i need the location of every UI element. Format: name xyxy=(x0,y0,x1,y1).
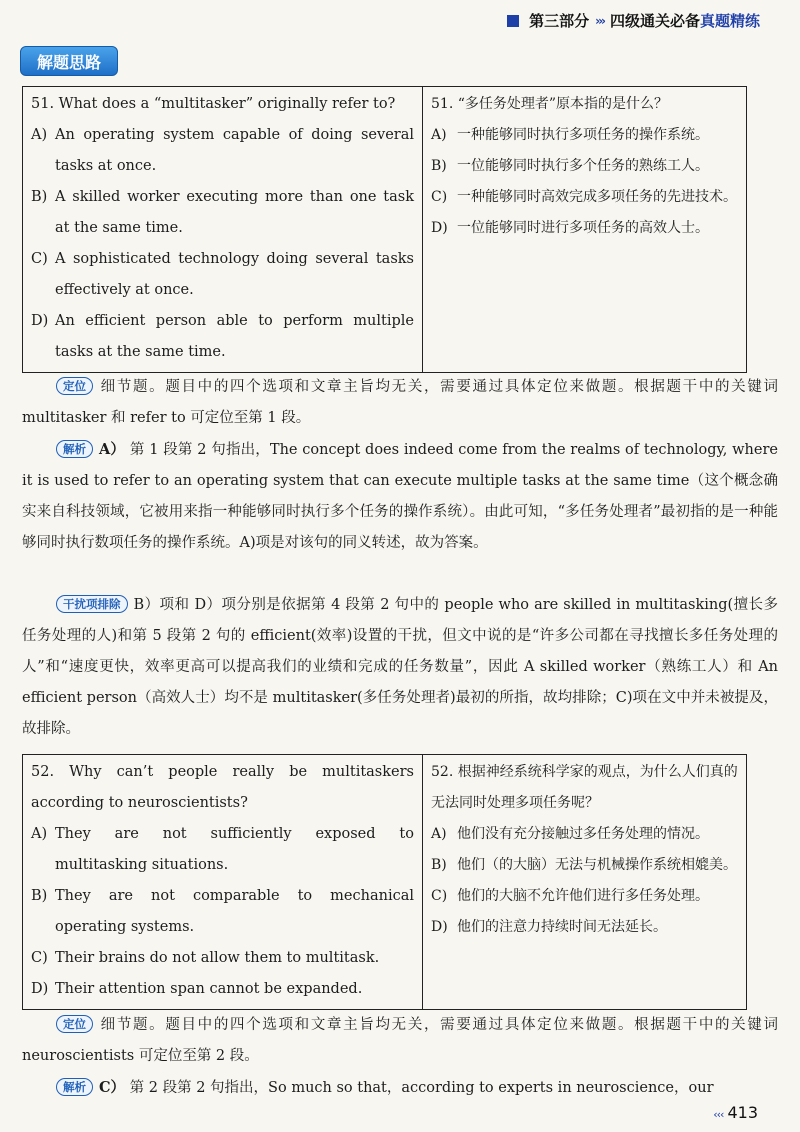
q52-answer: C） xyxy=(99,1079,126,1096)
q52-chinese xyxy=(423,755,747,1010)
q51-option-a-en: A) An operating system capable of doing several tasks at once. xyxy=(31,127,414,174)
q52-option-b-zh: B) 他们（的大脑）无法与机械操作系统相媲美。 xyxy=(431,857,737,873)
q51-option-b-zh: B) 一位能够同时执行多个任务的熟练工人。 xyxy=(431,158,709,174)
q51-option-b-en: B) A skilled worker executing more than one task at the same time. xyxy=(31,189,414,236)
locate-tag: 定位 xyxy=(56,377,93,395)
running-header xyxy=(507,10,760,31)
q51-option-c-en: C) A sophisticated technology doing several tasks effectively at once. xyxy=(31,251,414,298)
q51-option-c-zh: C) 一种能够同时高效完成多项任务的先进技术。 xyxy=(431,189,737,205)
q52-locate-paragraph xyxy=(22,1010,778,1072)
q52-option-a-en: A) They are not sufficiently exposed to multitasking situations. xyxy=(31,826,414,873)
header-title: 四级通关必备 xyxy=(609,12,700,30)
q52-option-b-en: B) They are not comparable to mechanical operating systems. xyxy=(31,888,414,935)
q51-option-d-zh: D) 一位能够同时进行多项任务的高效人士。 xyxy=(431,220,709,236)
page-number: ‹‹‹ 413 xyxy=(713,1103,758,1122)
locate-tag: 定位 xyxy=(56,1015,93,1033)
q51-stem-en: 51. What does a “multitasker” originally refer to? xyxy=(31,96,396,112)
header-subtitle: 真题精练 xyxy=(699,12,760,30)
q51-analysis-text: 第 1 段第 2 句指出，The concept does indeed come from the realms of technology, where it is used to refer to an operating system that can execute multiple tasks at the same time（这个概念确实来自科技领域，它被用来指一种能够同时执行多个任务的操作系统）。由此可知，“多任务处理者”最初指的是一种能够同时执行数项任务的操作系统。A)项是对该句的同义转述，故为答案。 xyxy=(22,442,778,551)
q51-locate-paragraph xyxy=(22,372,778,434)
q51-distractor-paragraph xyxy=(22,590,778,745)
q51-option-d-en: D) An efficient person able to perform multiple tasks at the same time. xyxy=(31,313,414,360)
q52-option-a-zh: A) 他们没有充分接触过多任务处理的情况。 xyxy=(431,826,709,842)
q52-analysis-text: 第 2 段第 2 句指出，So much so that，according to experts in neuroscience，our xyxy=(129,1080,714,1096)
q52-option-c-zh: C) 他们的大脑不允许他们进行多任务处理。 xyxy=(431,888,709,904)
section-tag: 解题思路 xyxy=(20,46,118,76)
header-part: 第三部分 xyxy=(529,12,590,30)
q51-option-a-zh: A) 一种能够同时执行多项任务的操作系统。 xyxy=(431,127,709,143)
analysis-tag: 解析 xyxy=(56,440,93,458)
q52-analysis-paragraph xyxy=(22,1072,778,1104)
chevron-right-icon: ››› xyxy=(595,13,604,28)
q52-stem-en: 52. Why can’t people really be multitaskers according to neuroscientists? xyxy=(31,764,414,811)
q52-locate-text: 细节题。题目中的四个选项和文章主旨均无关，需要通过具体定位来做题。根据题干中的关键词 neuroscientists 可定位至第 2 段。 xyxy=(22,1017,778,1064)
q52-option-c-en: C) Their brains do not allow them to multitask. xyxy=(31,950,380,966)
q51-answer: A） xyxy=(99,441,126,458)
q52-stem-zh: 52. 根据神经系统科学家的观点，为什么人们真的无法同时处理多项任务呢？ xyxy=(431,764,738,811)
header-square-icon xyxy=(507,15,519,27)
q51-locate-text: 细节题。题目中的四个选项和文章主旨均无关，需要通过具体定位来做题。根据题干中的关键词 multitasker 和 refer to 可定位至第 1 段。 xyxy=(22,379,778,426)
q52-table xyxy=(22,754,747,1010)
q51-chinese xyxy=(423,87,747,373)
distractor-tag: 干扰项排除 xyxy=(56,595,128,613)
q52-option-d-en: D) Their attention span cannot be expanded. xyxy=(31,981,363,997)
page-arrows-icon: ‹‹‹ xyxy=(713,1108,724,1121)
q51-english xyxy=(23,87,423,373)
q51-distractor-text: B）项和 D）项分别是依据第 4 段第 2 句中的 people who are skilled in multitasking(擅长多任务处理的人)和第 5 段第 2 句的 efficient(效率)设置的干扰，但文中说的是“许多公司都在寻找擅长多任务处理的人”和“速度更快，效率更高可以提高我们的业绩和完成的任务数量”，因此 A skilled worker（熟练工人）和 An efficient person（高效人士）均不是 multitasker(多任务处理者)最初的所指，故均排除；C)项在文中并未被提及，故排除。 xyxy=(22,597,778,737)
q51-analysis-paragraph xyxy=(22,434,778,559)
q52-english xyxy=(23,755,423,1010)
q51-table xyxy=(22,86,747,373)
q51-stem-zh: 51. “多任务处理者”原本指的是什么？ xyxy=(431,96,669,112)
q52-option-d-zh: D) 他们的注意力持续时间无法延长。 xyxy=(431,919,667,935)
analysis-tag: 解析 xyxy=(56,1078,93,1096)
